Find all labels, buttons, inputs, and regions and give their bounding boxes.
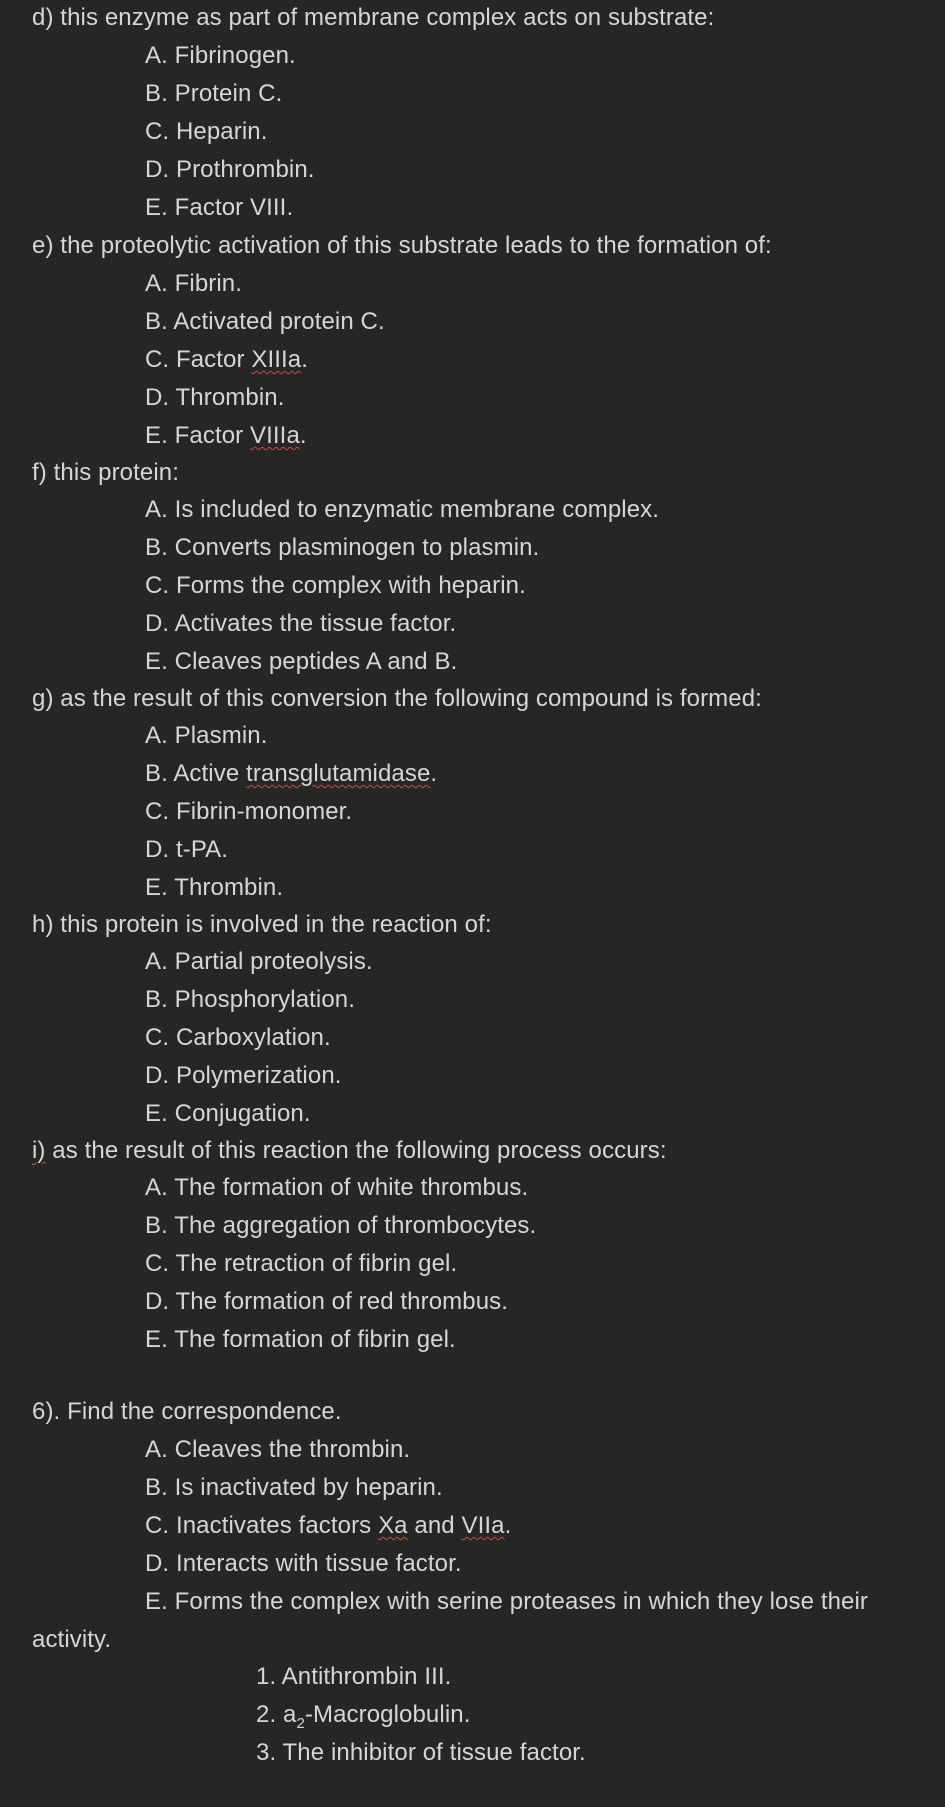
option-text: and: [407, 1512, 462, 1539]
question-6-stem: 6). Find the correspondence.: [32, 1398, 342, 1425]
question-d-option-e: E. Factor VIII.: [145, 194, 294, 221]
question-i-option-d: D. The formation of red thrombus.: [145, 1288, 509, 1315]
period: .: [299, 422, 307, 449]
question-i-option-c: C. The retraction of fibrin gel.: [145, 1250, 458, 1277]
question-h-option-a: A. Partial proteolysis.: [145, 948, 373, 975]
question-g-option-b: [145, 759, 437, 789]
question-f-option-e: E. Cleaves peptides A and B.: [145, 648, 458, 675]
question-d-stem: d) this enzyme as part of membrane complex acts on substrate:: [32, 4, 715, 31]
question-f-option-d: D. Activates the tissue factor.: [145, 610, 457, 637]
question-6-option-b: B. Is inactivated by heparin.: [145, 1474, 443, 1501]
question-g-option-c: C. Fibrin-monomer.: [145, 798, 353, 825]
stem-text: as the result of this reaction the following process occurs:: [45, 1137, 667, 1164]
question-e-option-e: [145, 421, 307, 451]
item-text: -Macroglobulin.: [304, 1701, 471, 1728]
question-6-item-1: 1. Antithrombin III.: [256, 1663, 452, 1690]
question-g-stem: g) as the result of this conversion the following compound is formed:: [32, 685, 762, 712]
spellcheck-word[interactable]: VIIa: [461, 1512, 505, 1539]
question-d-option-a: A. Fibrinogen.: [145, 42, 296, 69]
question-h-option-c: C. Carboxylation.: [145, 1024, 331, 1051]
subscript: 2: [296, 1714, 305, 1732]
question-d-option-d: D. Prothrombin.: [145, 156, 315, 183]
question-e-stem: e) the proteolytic activation of this substrate leads to the formation of:: [32, 232, 772, 259]
question-g-option-a: A. Plasmin.: [145, 722, 268, 749]
period: .: [504, 1512, 512, 1539]
question-i-option-b: B. The aggregation of thrombocytes.: [145, 1212, 537, 1239]
spellcheck-word[interactable]: i): [32, 1137, 46, 1164]
question-h-stem: h) this protein is involved in the reaction of:: [32, 911, 492, 938]
question-i-option-e: E. The formation of fibrin gel.: [145, 1326, 456, 1353]
question-6-option-a: A. Cleaves the thrombin.: [145, 1436, 411, 1463]
question-6-item-3: 3. The inhibitor of tissue factor.: [256, 1739, 586, 1766]
option-text: C. Factor: [145, 346, 252, 373]
item-text: 2. a: [256, 1701, 297, 1728]
question-6-option-d: D. Interacts with tissue factor.: [145, 1550, 462, 1577]
option-text: B. Active: [145, 760, 247, 787]
question-d-option-b: B. Protein C.: [145, 80, 283, 107]
spellcheck-word[interactable]: XIIIa: [251, 346, 302, 373]
question-e-option-d: D. Thrombin.: [145, 384, 285, 411]
option-text: C. Inactivates factors: [145, 1512, 379, 1539]
question-g-option-e: E. Thrombin.: [145, 874, 284, 901]
period: .: [301, 346, 308, 373]
question-f-option-c: C. Forms the complex with heparin.: [145, 572, 526, 599]
question-h-option-d: D. Polymerization.: [145, 1062, 342, 1089]
question-d-option-c: C. Heparin.: [145, 118, 268, 145]
question-i-stem: [32, 1136, 667, 1166]
spellcheck-word[interactable]: VIIIa: [250, 422, 300, 449]
question-6-item-2: [256, 1700, 470, 1730]
question-f-option-a: A. Is included to enzymatic membrane complex.: [145, 496, 660, 523]
question-h-option-b: B. Phosphorylation.: [145, 986, 356, 1013]
question-h-option-e: E. Conjugation.: [145, 1100, 311, 1127]
question-6-option-e-continuation: activity.: [32, 1626, 112, 1653]
question-6-option-c: [145, 1511, 511, 1541]
question-e-option-c: [145, 345, 308, 375]
option-text: E. Factor: [145, 422, 251, 449]
question-i-option-a: A. The formation of white thrombus.: [145, 1174, 529, 1201]
question-f-option-b: B. Converts plasminogen to plasmin.: [145, 534, 540, 561]
question-f-stem: f) this protein:: [32, 459, 179, 486]
question-e-option-b: B. Activated protein C.: [145, 308, 385, 335]
spellcheck-word[interactable]: transglutamidase: [246, 760, 431, 787]
question-g-option-d: D. t-PA.: [145, 836, 229, 863]
spellcheck-word[interactable]: Xa: [378, 1512, 408, 1539]
question-6-option-e: E. Forms the complex with serine proteases in which they lose their: [145, 1588, 869, 1615]
period: .: [430, 760, 438, 787]
question-e-option-a: A. Fibrin.: [145, 270, 243, 297]
